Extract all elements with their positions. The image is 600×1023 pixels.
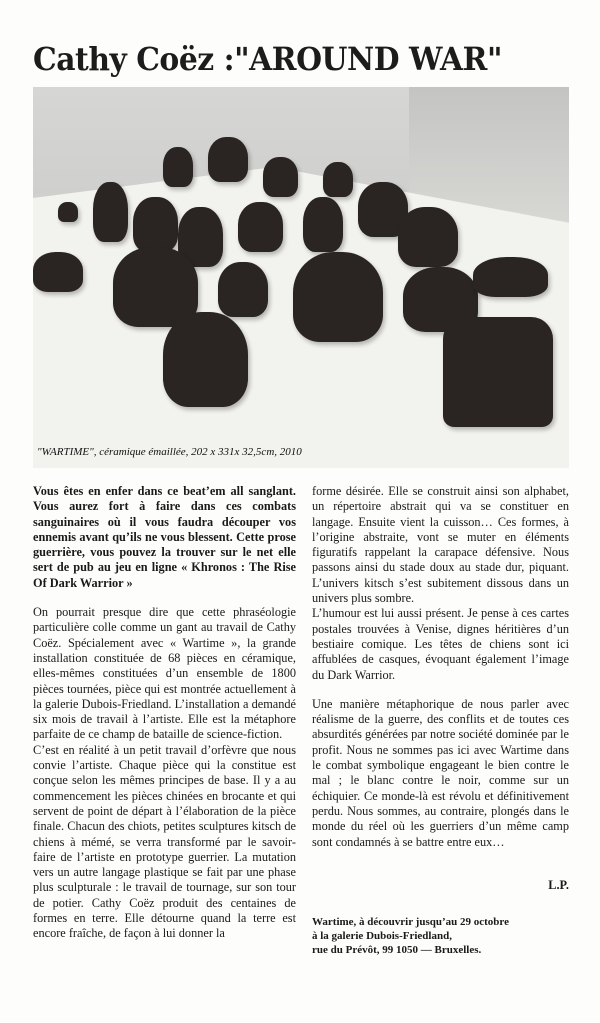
author-signature: L.P. — [548, 877, 569, 892]
article-paragraph: Une manière métaphorique de nous parler avec réalisme de la guerre, des conflits et de toutes ces absurdités générées par notre société dominée par le profit. Nous ne sommes pas ici avec Wartime dans le combat symbolique engageant le bien contre le mal ; le blanc contre le noir, comme sur un échiquier. Ce monde-là est révolu et définitivement perdu. Nous sommes, au contraire, plongés dans le monde du réel où les guerriers d’un même camp sont condamnés à se battre entre eux… — [312, 696, 569, 849]
sculpture — [443, 317, 553, 427]
sculpture — [263, 157, 298, 197]
article-photo — [33, 87, 569, 468]
exhibition-info-line: rue du Prévôt, 99 1050 — Bruxelles. — [312, 944, 482, 957]
sculpture — [303, 197, 343, 252]
photo-caption: "WARTIME", céramique émaillée, 202 x 331x 32,5cm, 2010 — [37, 446, 302, 458]
sculpture — [323, 162, 353, 197]
sculpture — [473, 257, 548, 297]
sculpture — [398, 207, 458, 267]
article-column-right — [312, 484, 569, 957]
article-paragraph: C’est en réalité à un petit travail d’orfèvre que nous convie l’artiste. Chaque pièce qui la constitue est conçue selon les mêmes principes de base. Il y a au commencement les pièces chinées en brocante et qui servent de point de départ à l’élaboration de la pièce finale. Chacun des chiots, petites sculptures kitsch de chiens à mémé, se verra transformé par le savoir-faire de l’artiste en prototype guerrier. La mutation vers un autre langage plastique se fait par une phase plus sculpturale : le travail de tournage, sur son tour de potier. Cathy Coëz produit des centaines de formes en terre. Elle détourne quand la terre est encore fraîche, de façon à lui donner la — [33, 742, 296, 941]
sculpture — [208, 137, 248, 182]
article-title: Cathy Coëz :"AROUND WAR" — [33, 40, 502, 78]
sculpture — [33, 252, 83, 292]
sculpture — [218, 262, 268, 317]
sculpture — [58, 202, 78, 222]
exhibition-info-line: Wartime, à découvrir jusqu’au 29 octobre — [312, 916, 509, 929]
article-lead: Vous êtes en enfer dans ce beat’em all sanglant. Vous aurez fort à faire dans ces combats sanguinaires où il vous faudra découper vos ennemis avant qu’ils ne vous blessent. Cette prose guerrière, vous pouvez la trouver sur le net elle sert de pub au jeu en ligne « Khronos : The Rise Of Dark Warrior » — [33, 484, 296, 590]
sculpture — [238, 202, 283, 252]
sculpture — [133, 197, 178, 252]
sculpture — [293, 252, 383, 342]
article-paragraph: L’humour est lui aussi présent. Je pense à ces cartes postales trouvées à Venise, dignes héritières d’un bestiaire comique. Les têtes de chiens sont ici affublées de casques, évoquant également l’image du Dark Warrior. — [312, 606, 569, 682]
exhibition-info-line: à la galerie Dubois-Friedland, — [312, 930, 452, 943]
exhibition-info — [312, 915, 569, 957]
sculpture — [93, 182, 128, 242]
article-paragraph: forme désirée. Elle se construit ainsi son alphabet, un répertoire abstrait qui va se constituer en langage. Ensuite vient la cuisson… Ces formes, à l’origine abstraite, vont se muter en éléments figuratifs rappelant la carapace défensive. Nous passons ainsi du stade doux au stade dur, piquant. L’univers kitsch s’est subitement dissous dans un univers plus sombre. — [312, 484, 569, 606]
sculpture — [163, 312, 248, 407]
article-paragraph: On pourrait presque dire que cette phraséologie particulière colle comme un gant au travail de Cathy Coëz. Spécialement avec « Wartime », la grande installation constituée de 68 pièces en céramique, elles-mêmes constituées d’un ensemble de 1800 pièces tournées, pièce qui est montrée actuellement à la galerie Dubois-Friedland. L’installation a demandé six mois de travail à l’artiste. Elle est la métaphore parfaite de ce champ de bataille de science-fiction. — [33, 605, 296, 742]
article-column-left — [33, 484, 296, 942]
sculpture — [163, 147, 193, 187]
